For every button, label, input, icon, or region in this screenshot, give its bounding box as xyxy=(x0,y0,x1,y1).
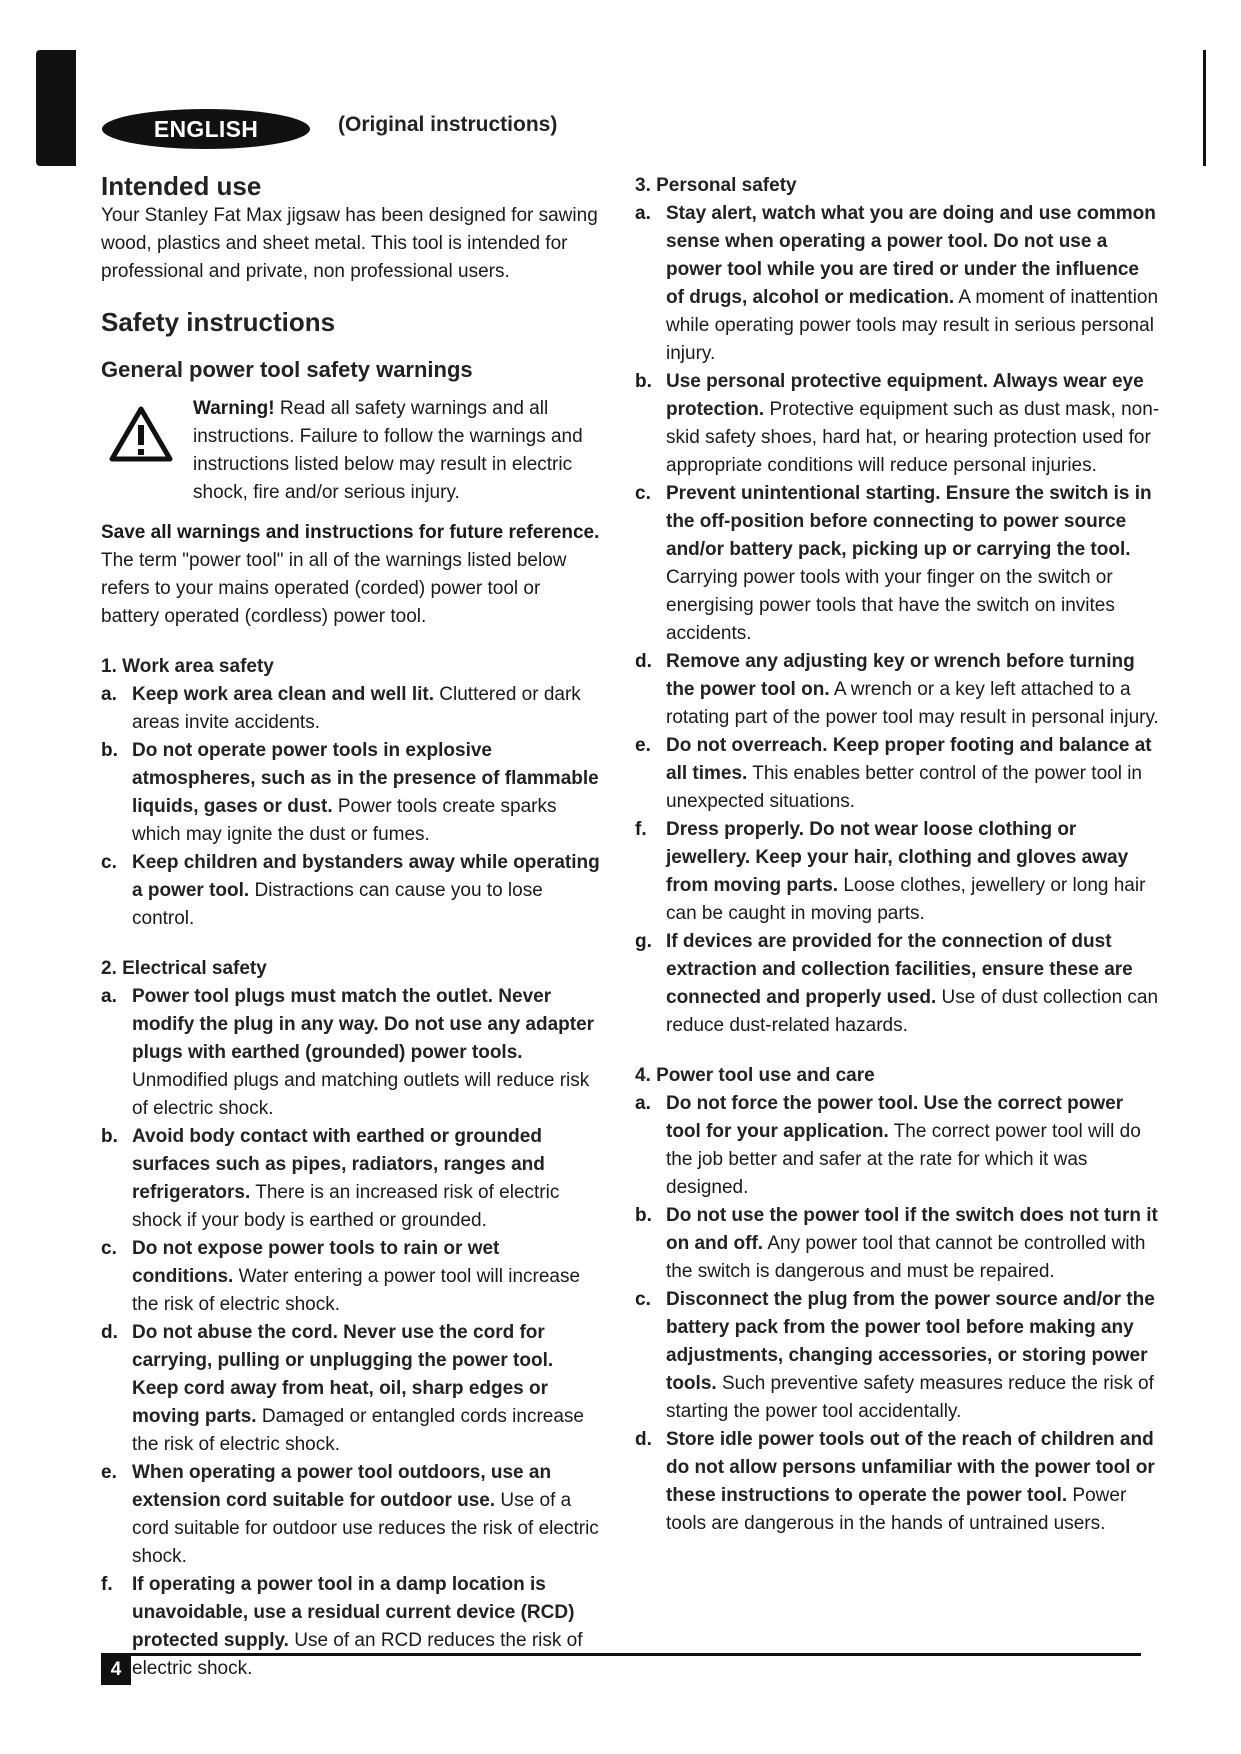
list-item: c. Prevent unintentional starting. Ensure the switch is in the off-position before connecting to power source and/or battery pack, picking up or carrying the tool. Carrying power tools with your finger on the switch or energising power tools that have the switch on invites accidents. xyxy=(635,483,1152,644)
list-item: b. Use personal protective equipment. Always wear eye protection. Protective equipment such as dust mask, non-skid safety shoes, hard hat, or hearing protection used for appropriate conditions will reduce personal injuries. xyxy=(635,371,1160,476)
list-item: a. Keep work area clean and well lit. Cluttered or dark areas invite accidents. xyxy=(101,684,581,733)
subtitle: (Original instructions) xyxy=(338,113,558,136)
list-item: e. Do not overreach. Keep proper footing and balance at all times. This enables better control of the power tool in unexpected situations. xyxy=(635,735,1152,812)
safety-instructions-title: Safety instructions xyxy=(101,307,336,337)
list-item: d. Store idle power tools out of the reach of children and do not allow persons unfamiliar with the power tool or these instructions to operate the power tool. Power tools are dangerous in the hands of untrained users. xyxy=(635,1429,1155,1534)
list-item: b. Do not use the power tool if the switch does not turn it on and off. Any power tool that cannot be controlled with the switch is dangerous and must be repaired. xyxy=(635,1205,1158,1282)
page-number: 4 xyxy=(101,1655,131,1685)
general-warnings-title: General power tool safety warnings xyxy=(101,357,473,382)
save-instructions: Save all warnings and instructions for future reference. The term "power tool" in all of the warnings listed below refers to your mains operated (corded) power tool or battery operated (cordless) power tool. xyxy=(101,522,600,627)
list-item: f. Dress properly. Do not wear loose clothing or jewellery. Keep your hair, clothing and gloves away from moving parts. Loose clothes, jewellery or long hair can be caught in moving parts. xyxy=(635,819,1146,924)
list-item: e. When operating a power tool outdoors, use an extension cord suitable for outdoor use. Use of a cord suitable for outdoor use reduces the risk of electric shock. xyxy=(101,1462,599,1567)
section-heading: 4. Power tool use and care xyxy=(635,1065,875,1086)
list-item: f. If operating a power tool in a damp location is unavoidable, use a residual current device (RCD) protected supply. Use of an RCD reduces the risk of electric shock. xyxy=(101,1574,583,1679)
section-heading: 1. Work area safety xyxy=(101,656,274,677)
list-item: a. Power tool plugs must match the outlet. Never modify the plug in any way. Do not use any adapter plugs with earthed (grounded) power tools. Unmodified plugs and matching outlets will reduce risk of electric shock. xyxy=(101,986,595,1119)
warning-text: Warning! Read all safety warnings and all instructions. Failure to follow the warnings and instructions listed below may result in electric shock, fire and/or serious injury. xyxy=(193,398,583,503)
warning-triangle-icon xyxy=(109,405,173,463)
crop-mark xyxy=(1203,50,1206,166)
warning-label: Warning! xyxy=(193,398,275,419)
right-column xyxy=(635,172,1160,1538)
section-heading: 2. Electrical safety xyxy=(101,958,267,979)
warning-block xyxy=(101,395,601,507)
intended-use-title: Intended use xyxy=(101,171,262,201)
list-item: b. Avoid body contact with earthed or grounded surfaces such as pipes, radiators, ranges and refrigerators. There is an increased risk of electric shock if your body is earthed or grounded. xyxy=(101,1126,560,1231)
language-badge: ENGLISH xyxy=(102,109,310,149)
list-item: a. Do not force the power tool. Use the correct power tool for your application. The correct power tool will do the job better and safer at the rate for which it was designed. xyxy=(635,1093,1141,1198)
list-item: b. Do not operate power tools in explosive atmospheres, such as in the presence of flammable liquids, gases or dust. Power tools create sparks which may ignite the dust or fumes. xyxy=(101,740,599,845)
side-tab-marker xyxy=(36,50,76,166)
intended-use-text: Your Stanley Fat Max jigsaw has been designed for sawing wood, plastics and sheet metal. This tool is intended for professional and private, non professional users. xyxy=(101,205,598,282)
footer-rule xyxy=(101,1653,1141,1656)
list-item: a. Stay alert, watch what you are doing and use common sense when operating a power tool. Do not use a power tool while you are tired or under the influence of drugs, alcohol or medication. A moment of inattention while operating power tools may result in serious personal injury. xyxy=(635,203,1159,364)
list-item: c. Disconnect the plug from the power source and/or the battery pack from the power tool before making any adjustments, changing accessories, or storing power tools. Such preventive safety measures reduce the risk of starting the power tool accidentally. xyxy=(635,1289,1155,1422)
section-heading: 3. Personal safety xyxy=(635,175,797,196)
list-item: d. Do not abuse the cord. Never use the cord for carrying, pulling or unplugging the power tool. Keep cord away from heat, oil, sharp edges or moving parts. Damaged or entangled cords increase the risk of electric shock. xyxy=(101,1322,584,1455)
left-column xyxy=(101,170,601,1683)
list-item: d. Remove any adjusting key or wrench before turning the power tool on. A wrench or a key left attached to a rotating part of the power tool may result in personal injury. xyxy=(635,651,1159,728)
list-item: c. Do not expose power tools to rain or wet conditions. Water entering a power tool will increase the risk of electric shock. xyxy=(101,1238,581,1315)
list-item: c. Keep children and bystanders away while operating a power tool. Distractions can cause you to lose control. xyxy=(101,852,600,929)
list-item: g. If devices are provided for the connection of dust extraction and collection facilities, ensure these are connected and properly used. Use of dust collection can reduce dust-related hazards. xyxy=(635,931,1159,1036)
